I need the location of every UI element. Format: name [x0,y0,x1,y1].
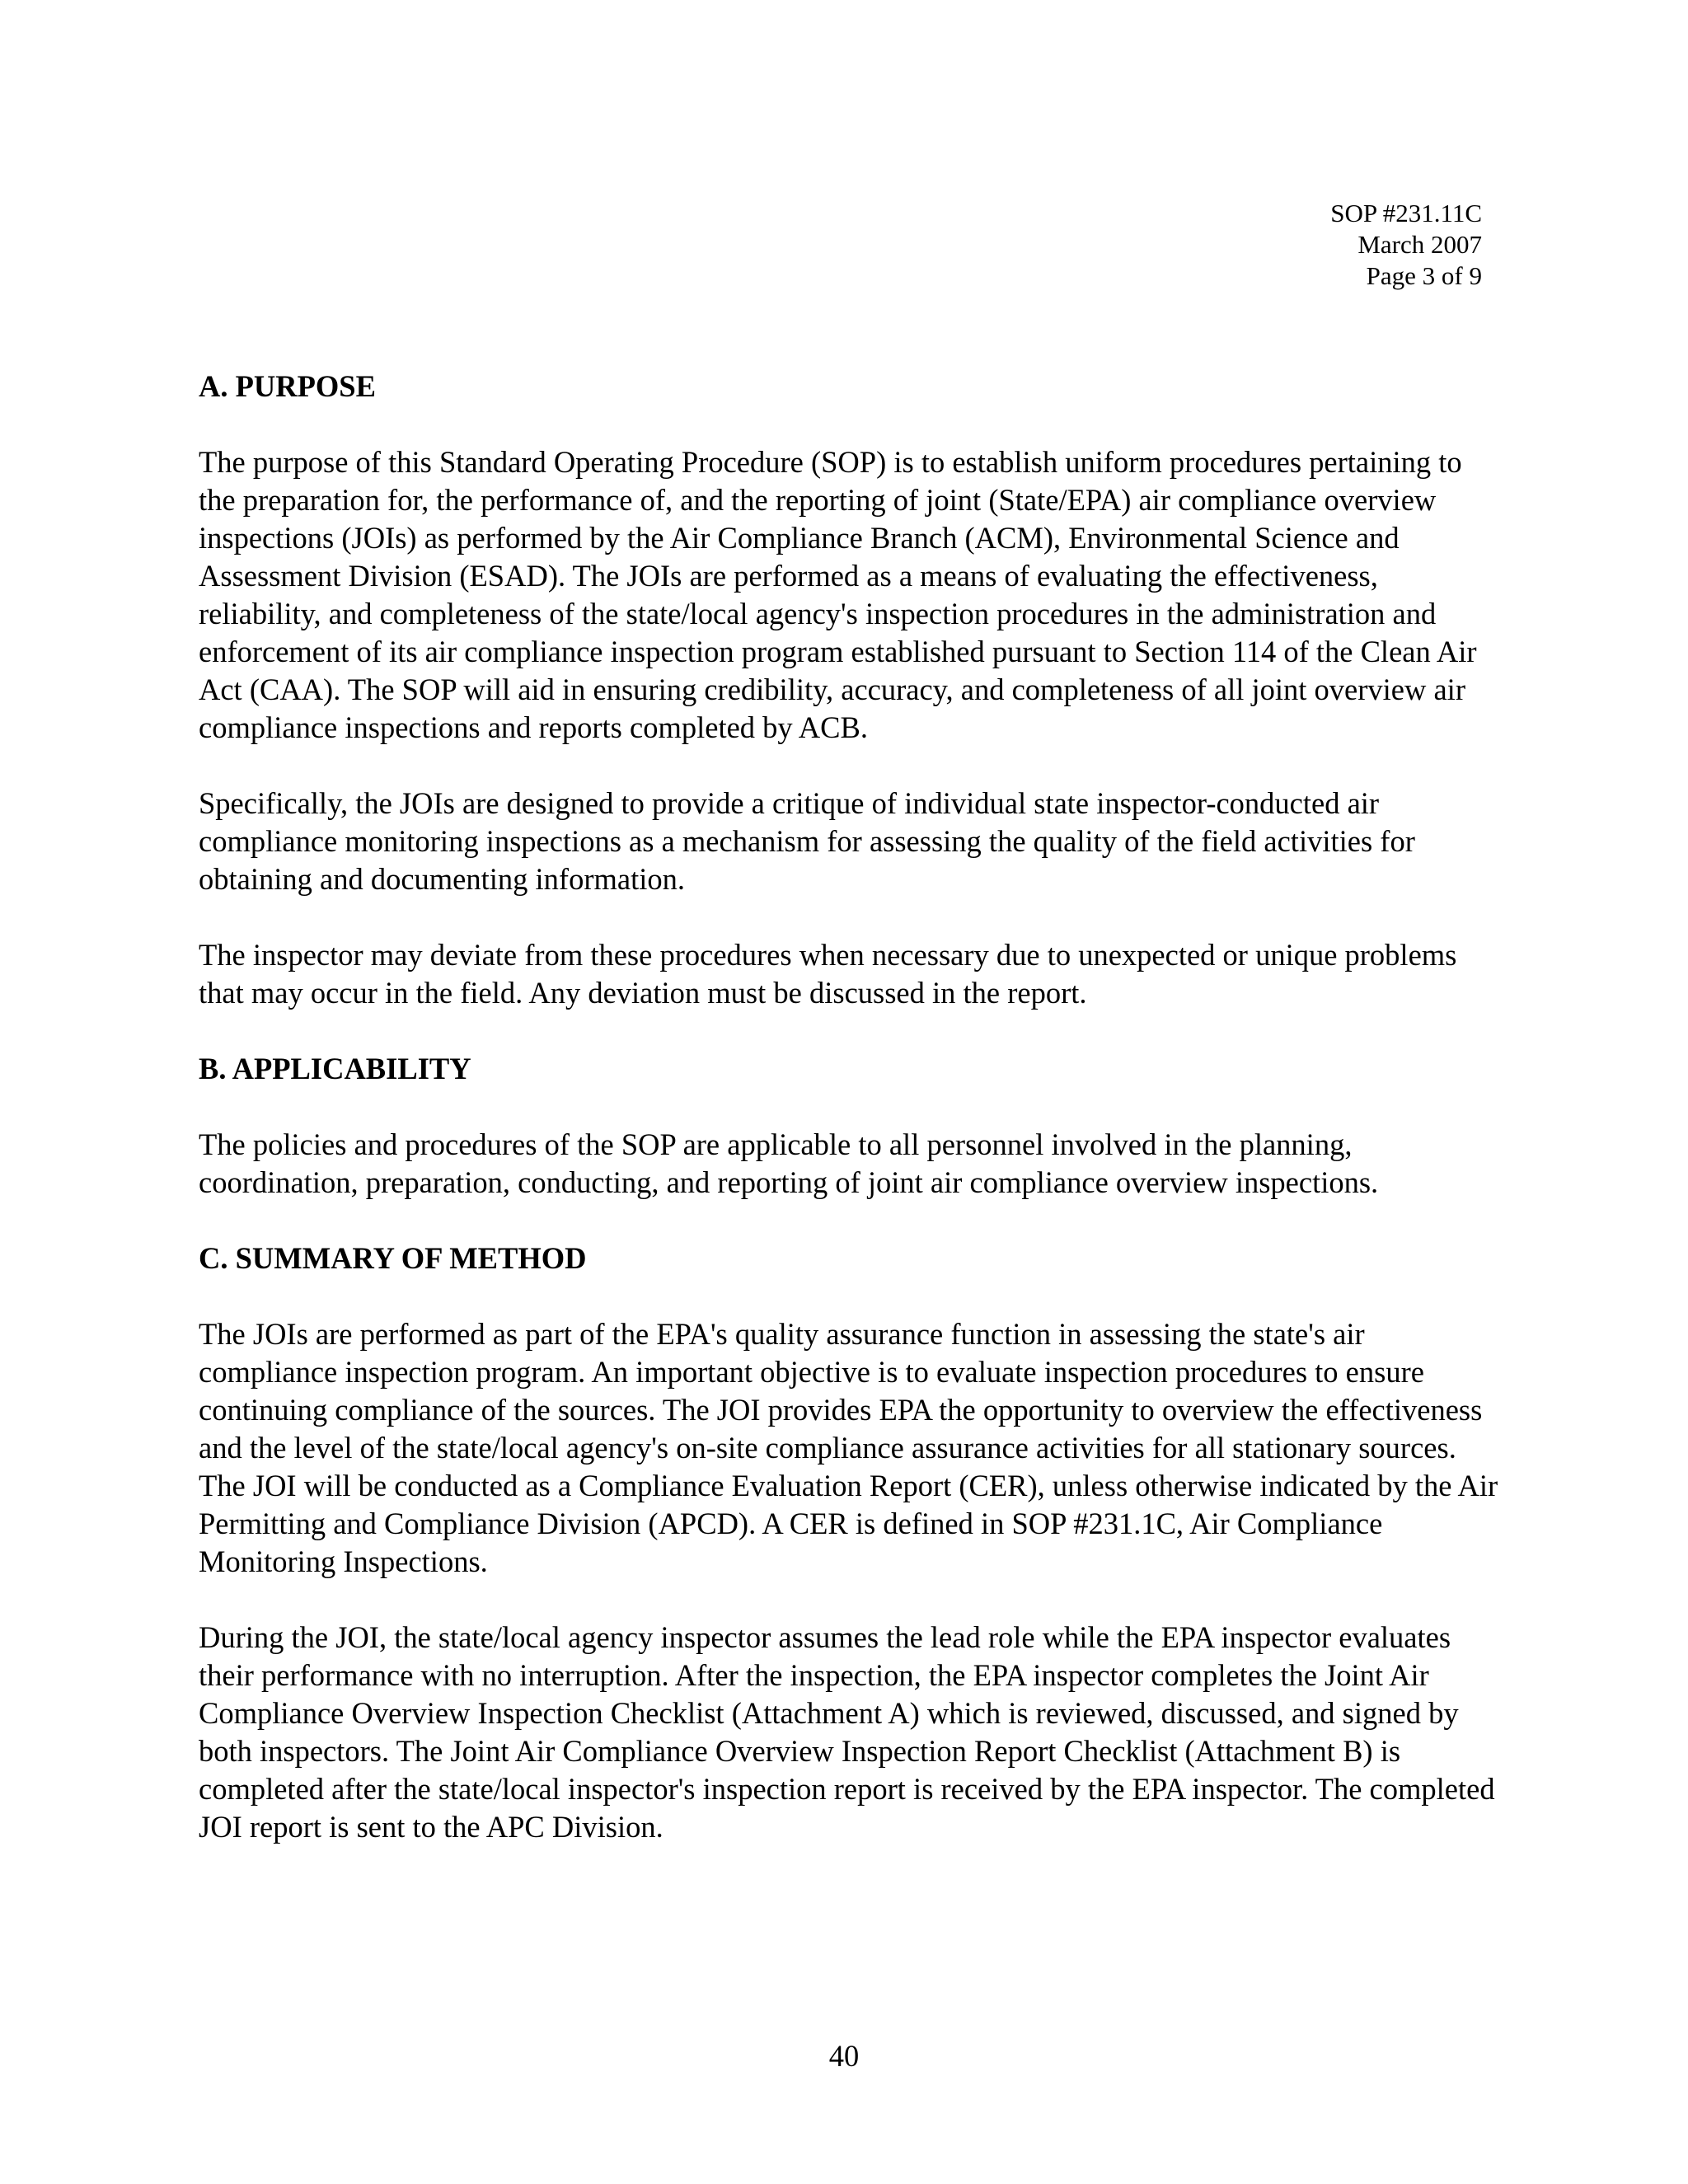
section-purpose [199,368,1501,1012]
paragraph: The JOIs are performed as part of the EPA's quality assurance function in assessing the state's air compliance inspection program. An important objective is to evaluate inspection procedures to ensure continuing compliance of the sources. The JOI provides EPA the opportunity to overview the effectiveness and the level of the state/local agency's on-site compliance assurance activities for all stationary sources. The JOI will be conducted as a Compliance Evaluation Report (CER), unless otherwise indicated by the Air Permitting and Compliance Division (APCD). A CER is defined in SOP #231.1C, Air Compliance Monitoring Inspections. [199,1317,1498,1578]
section-heading-purpose: A. PURPOSE [199,369,376,403]
section-heading-applicability: B. APPLICABILITY [199,1052,471,1085]
sop-number: SOP #231.11C [1330,199,1482,227]
document-body [199,368,1501,1846]
paragraph: The policies and procedures of the SOP are applicable to all personnel involved in the planning, coordination, preparation, conducting, and reporting of joint air compliance overview inspections. [199,1127,1379,1199]
section-applicability [199,1050,1501,1202]
paragraph: The inspector may deviate from these procedures when necessary due to unexpected or unique problems that may occur in the field. Any deviation must be discussed in the report. [199,938,1457,1010]
document-date: March 2007 [1357,230,1482,259]
section-summary-of-method [199,1240,1501,1846]
paragraph: During the JOI, the state/local agency inspector assumes the lead role while the EPA inspector evaluates their performance with no interruption. After the inspection, the EPA inspector completes the Joint Air Compliance Overview Inspection Checklist (Attachment A) which is reviewed, discussed, and signed by both inspectors. The Joint Air Compliance Overview Inspection Report Checklist (Attachment B) is completed after the state/local inspector's inspection report is received by the EPA inspector. The completed JOI report is sent to the APC Division. [199,1620,1495,1844]
paragraph: Specifically, the JOIs are designed to provide a critique of individual state inspector-conducted air compliance monitoring inspections as a mechanism for assessing the quality of the field activities for obtaining and documenting information. [199,786,1415,896]
paragraph: The purpose of this Standard Operating Procedure (SOP) is to establish uniform procedures pertaining to the preparation for, the performance of, and the reporting of joint (State/EPA) air compliance overview inspections (JOIs) as performed by the Air Compliance Branch (ACM), Environmental Science and Assessment Division (ESAD). The JOIs are performed as a means of evaluating the effectiveness, reliability, and completeness of the state/local agency's inspection procedures in the administration and enforcement of its air compliance inspection program established pursuant to Section 114 of the Clean Air Act (CAA). The SOP will aid in ensuring credibility, accuracy, and completeness of all joint overview air compliance inspections and reports completed by ACB. [199,445,1477,744]
section-heading-summary: C. SUMMARY OF METHOD [199,1241,587,1275]
document-header [1330,198,1482,292]
page-number: 40 [828,2039,860,2073]
page-of-count: Page 3 of 9 [1366,261,1482,290]
